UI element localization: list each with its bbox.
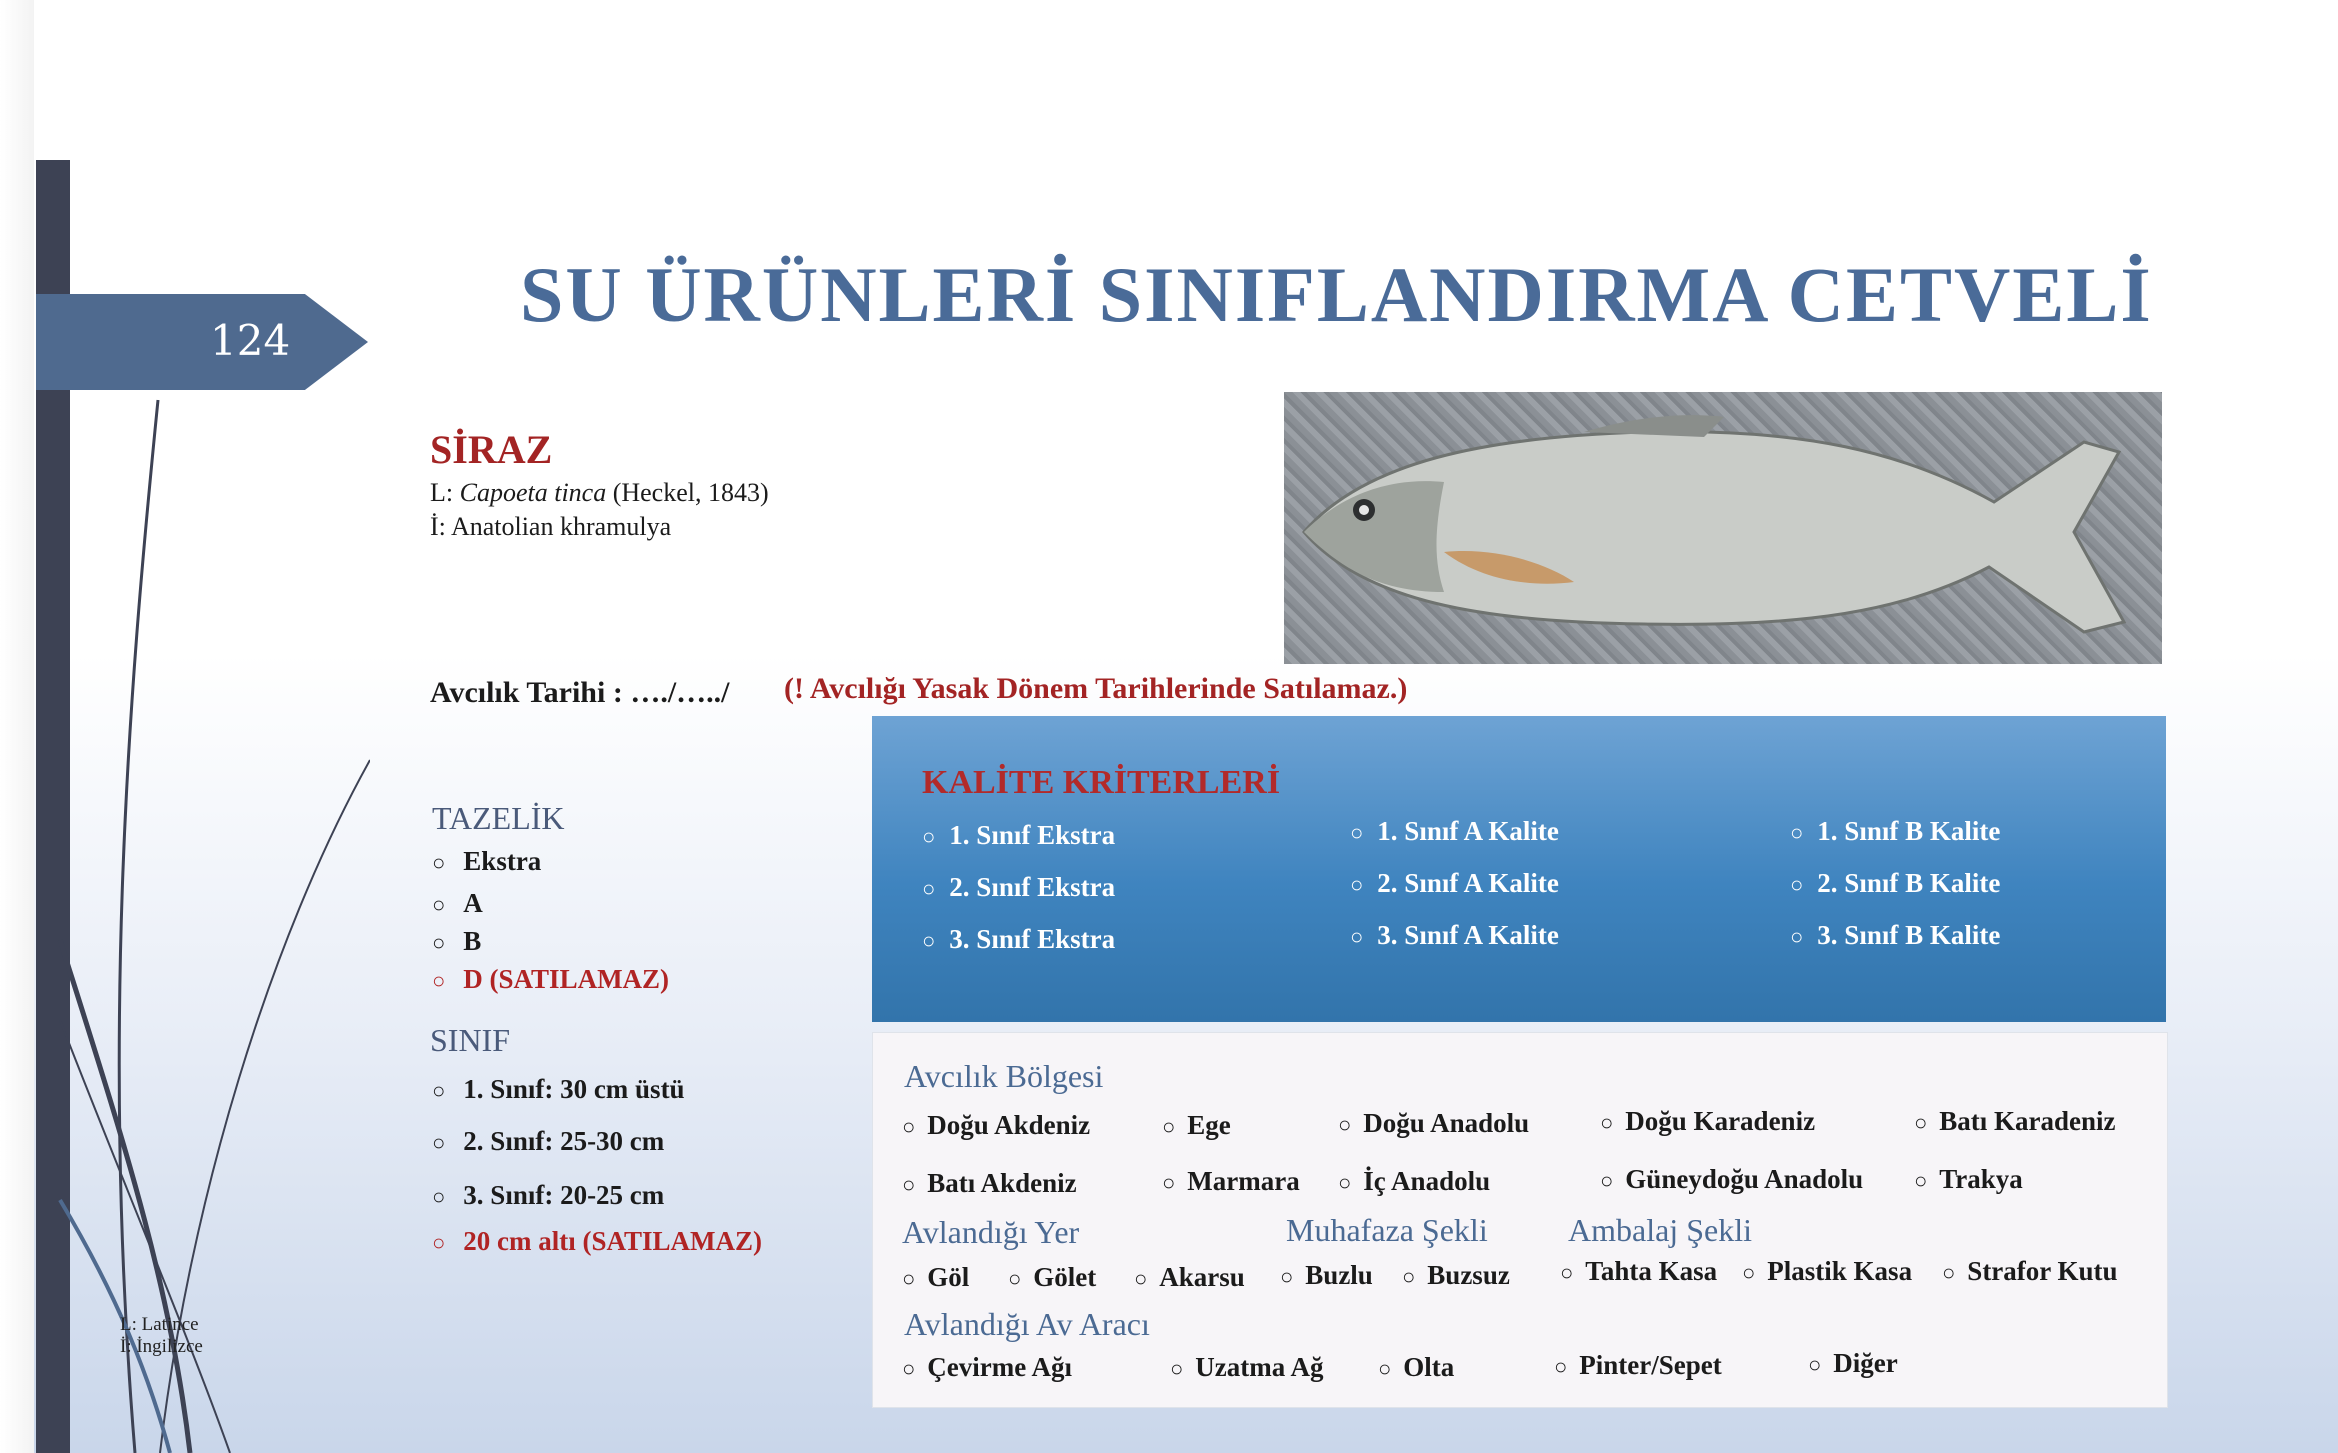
freshness-option[interactable]: ○ Ekstra bbox=[432, 846, 542, 876]
quality-option[interactable]: ○ 1. Sınıf Ekstra bbox=[922, 820, 1116, 850]
region-option[interactable]: ○ Güneydoğu Anadolu bbox=[1600, 1164, 1864, 1194]
quality-option[interactable]: ○ 3. Sınıf Ekstra bbox=[922, 924, 1116, 954]
packaging-option[interactable]: ○ Strafor Kutu bbox=[1942, 1256, 2118, 1286]
radio-icon: ○ bbox=[1790, 872, 1804, 897]
page-number: 124 bbox=[210, 316, 291, 365]
freshness-option[interactable]: ○ D (SATILAMAZ) bbox=[432, 964, 670, 994]
radio-icon: ○ bbox=[1560, 1260, 1574, 1285]
radio-icon: ○ bbox=[1914, 1110, 1928, 1135]
gear-option[interactable]: ○ Olta bbox=[1378, 1352, 1455, 1382]
english-name: İ: Anatolian khramulya bbox=[430, 512, 672, 541]
quality-option[interactable]: ○ 2. Sınıf A Kalite bbox=[1350, 868, 1559, 898]
latin-name-line bbox=[430, 478, 769, 508]
gear-option[interactable]: ○ Uzatma Ağ bbox=[1170, 1352, 1324, 1382]
legend-latin: L: Latince bbox=[120, 1314, 199, 1335]
fish-illustration bbox=[1284, 392, 2162, 664]
size-class-option[interactable]: ○ 2. Sınıf: 25-30 cm bbox=[432, 1126, 665, 1156]
size-class-option[interactable]: ○ 1. Sınıf: 30 cm üstü bbox=[432, 1074, 685, 1104]
freshness-option[interactable]: ○ B bbox=[432, 926, 482, 956]
quality-option[interactable]: ○ 3. Sınıf A Kalite bbox=[1350, 920, 1559, 950]
catch-date-warning: (! Avcılığı Yasak Dönem Tarihlerinde Satılamaz.) bbox=[784, 672, 1408, 705]
quality-option[interactable]: ○ 2. Sınıf Ekstra bbox=[922, 872, 1116, 902]
radio-icon: ○ bbox=[1942, 1260, 1956, 1285]
packaging-option[interactable]: ○ Plastik Kasa bbox=[1742, 1256, 1913, 1286]
quality-title: KALİTE KRİTERLERİ bbox=[922, 764, 1281, 801]
radio-icon: ○ bbox=[432, 968, 446, 993]
gear-option[interactable]: ○ Çevirme Ağı bbox=[902, 1352, 1072, 1382]
region-option[interactable]: ○ Batı Akdeniz bbox=[902, 1168, 1077, 1198]
radio-icon: ○ bbox=[1338, 1170, 1352, 1195]
page-title: SU ÜRÜNLERİ SINIFLANDIRMA CETVELİ bbox=[520, 251, 2153, 338]
radio-icon: ○ bbox=[432, 1184, 446, 1209]
radio-icon: ○ bbox=[1162, 1170, 1176, 1195]
radio-icon: ○ bbox=[432, 930, 446, 955]
location-option[interactable]: ○ Göl bbox=[902, 1262, 970, 1292]
location-option[interactable]: ○ Akarsu bbox=[1134, 1262, 1245, 1292]
radio-icon: ○ bbox=[1162, 1114, 1176, 1139]
gear-title: Avlandığı Av Aracı bbox=[904, 1306, 1150, 1342]
packaging-option[interactable]: ○ Tahta Kasa bbox=[1560, 1256, 1718, 1286]
region-option[interactable]: ○ Doğu Akdeniz bbox=[902, 1110, 1091, 1140]
size-class-option[interactable]: ○ 3. Sınıf: 20-25 cm bbox=[432, 1180, 665, 1210]
page-edge bbox=[0, 0, 34, 1453]
radio-icon: ○ bbox=[902, 1356, 916, 1381]
location-title: Avlandığı Yer bbox=[902, 1214, 1080, 1250]
radio-icon: ○ bbox=[432, 1130, 446, 1155]
region-option[interactable]: ○ Batı Karadeniz bbox=[1914, 1106, 2116, 1136]
radio-icon: ○ bbox=[922, 824, 936, 849]
radio-icon: ○ bbox=[902, 1114, 916, 1139]
size-class-title: SINIF bbox=[430, 1022, 511, 1058]
quality-option[interactable]: ○ 1. Sınıf A Kalite bbox=[1350, 816, 1559, 846]
freshness-title: TAZELİK bbox=[432, 800, 565, 836]
packaging-title: Ambalaj Şekli bbox=[1568, 1212, 1752, 1248]
radio-icon: ○ bbox=[1600, 1110, 1614, 1135]
preservation-option[interactable]: ○ Buzlu bbox=[1280, 1260, 1373, 1290]
radio-icon: ○ bbox=[902, 1172, 916, 1197]
catch-date-label: Avcılık Tarihi : …./…../ bbox=[430, 676, 730, 709]
region-option[interactable]: ○ Doğu Karadeniz bbox=[1600, 1106, 1816, 1136]
preservation-option[interactable]: ○ Buzsuz bbox=[1402, 1260, 1510, 1290]
radio-icon: ○ bbox=[1790, 924, 1804, 949]
region-option[interactable]: ○ Doğu Anadolu bbox=[1338, 1108, 1530, 1138]
radio-icon: ○ bbox=[1170, 1356, 1184, 1381]
freshness-option[interactable]: ○ A bbox=[432, 888, 483, 918]
region-option[interactable]: ○ Marmara bbox=[1162, 1166, 1300, 1196]
fish-name: SİRAZ bbox=[430, 427, 553, 472]
radio-icon: ○ bbox=[1808, 1352, 1822, 1377]
preservation-title: Muhafaza Şekli bbox=[1286, 1212, 1488, 1248]
radio-icon: ○ bbox=[1134, 1266, 1148, 1291]
latin-prefix: L: bbox=[430, 478, 454, 507]
gear-option[interactable]: ○ Diğer bbox=[1808, 1348, 1898, 1378]
radio-icon: ○ bbox=[432, 892, 446, 917]
gear-option[interactable]: ○ Pinter/Sepet bbox=[1554, 1350, 1722, 1380]
location-option[interactable]: ○ Gölet bbox=[1008, 1262, 1097, 1292]
legend-english: İ: İngilizce bbox=[120, 1336, 203, 1357]
radio-icon: ○ bbox=[1600, 1168, 1614, 1193]
radio-icon: ○ bbox=[432, 1078, 446, 1103]
radio-icon: ○ bbox=[1350, 872, 1364, 897]
radio-icon: ○ bbox=[432, 1230, 446, 1255]
radio-icon: ○ bbox=[432, 850, 446, 875]
size-class-option[interactable]: ○ 20 cm altı (SATILAMAZ) bbox=[432, 1226, 763, 1256]
radio-icon: ○ bbox=[1280, 1264, 1294, 1289]
region-option[interactable]: ○ İç Anadolu bbox=[1338, 1166, 1491, 1196]
decorative-curves bbox=[40, 380, 370, 1453]
region-option[interactable]: ○ Trakya bbox=[1914, 1164, 2023, 1194]
radio-icon: ○ bbox=[1914, 1168, 1928, 1193]
region-option[interactable]: ○ Ege bbox=[1162, 1110, 1231, 1140]
radio-icon: ○ bbox=[1350, 924, 1364, 949]
quality-option[interactable]: ○ 3. Sınıf B Kalite bbox=[1790, 920, 2001, 950]
radio-icon: ○ bbox=[922, 928, 936, 953]
radio-icon: ○ bbox=[1008, 1266, 1022, 1291]
radio-icon: ○ bbox=[1790, 820, 1804, 845]
quality-option[interactable]: ○ 1. Sınıf B Kalite bbox=[1790, 816, 2001, 846]
radio-icon: ○ bbox=[1554, 1354, 1568, 1379]
radio-icon: ○ bbox=[1402, 1264, 1416, 1289]
quality-option[interactable]: ○ 2. Sınıf B Kalite bbox=[1790, 868, 2001, 898]
radio-icon: ○ bbox=[1742, 1260, 1756, 1285]
radio-icon: ○ bbox=[1338, 1112, 1352, 1137]
radio-icon: ○ bbox=[1378, 1356, 1392, 1381]
latin-name: Capoeta tinca bbox=[459, 478, 607, 507]
region-title: Avcılık Bölgesi bbox=[904, 1058, 1104, 1094]
latin-author: (Heckel, 1843) bbox=[612, 478, 769, 507]
radio-icon: ○ bbox=[922, 876, 936, 901]
page-tab bbox=[36, 294, 368, 390]
fish-photo bbox=[1284, 392, 2162, 664]
radio-icon: ○ bbox=[1350, 820, 1364, 845]
radio-icon: ○ bbox=[902, 1266, 916, 1291]
